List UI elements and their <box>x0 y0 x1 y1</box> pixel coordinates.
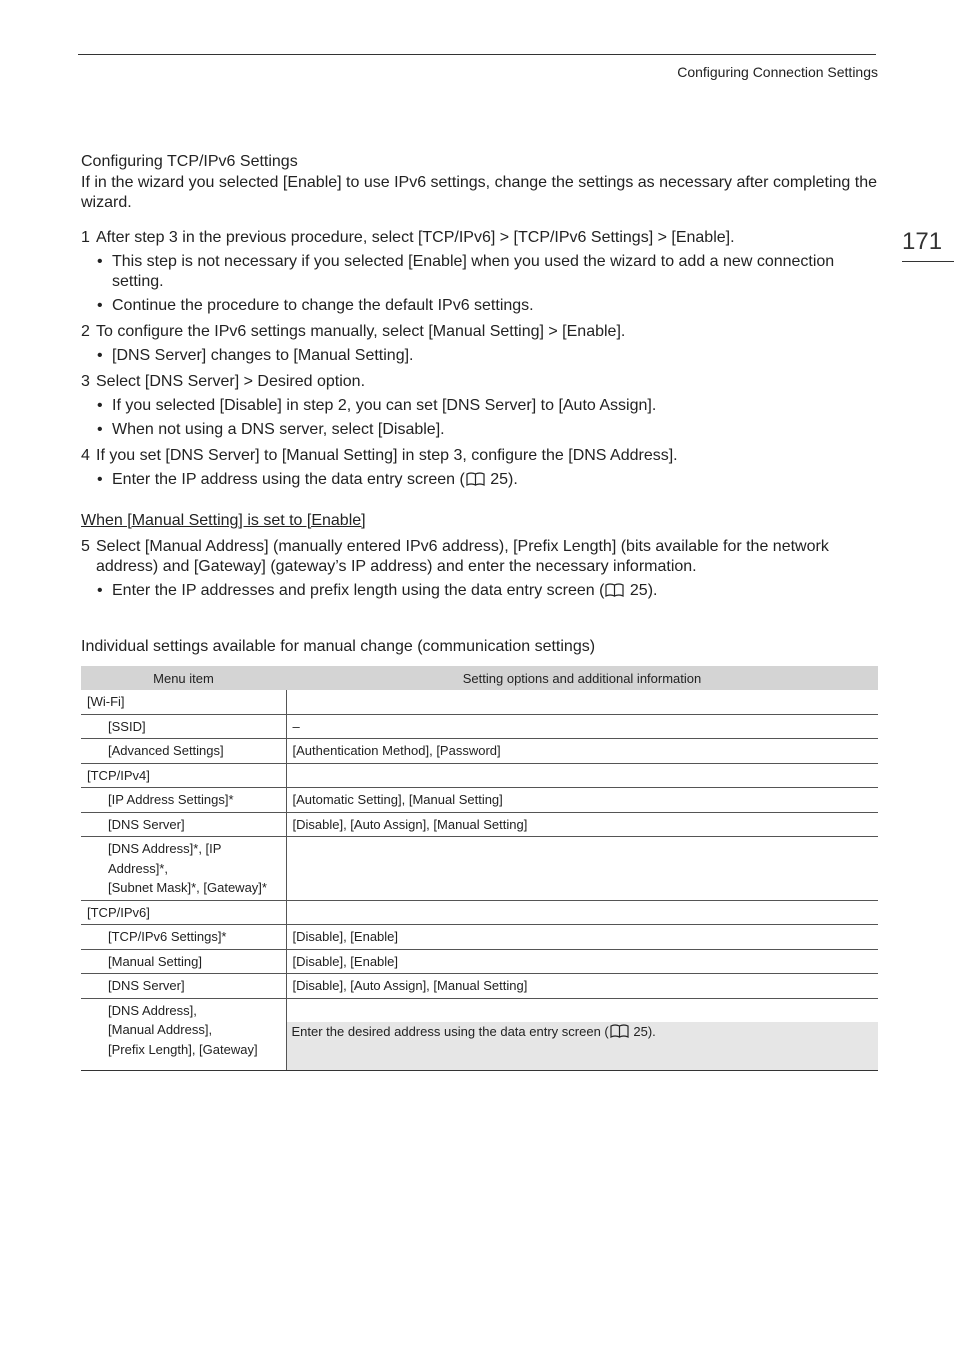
bullet-dot: • <box>97 347 103 364</box>
setting-text: [Disable], [Auto Assign], [Manual Setting] <box>292 816 528 832</box>
column-header-setting-options: Setting options and additional information <box>286 666 878 690</box>
menu-item-cell <box>81 788 286 813</box>
section-title: Configuring TCP/IPv6 Settings <box>81 153 298 170</box>
bullet-dot: • <box>97 421 103 438</box>
setting-cell <box>286 837 878 901</box>
step-number: 4 <box>81 447 90 464</box>
page-number-rule <box>902 261 954 262</box>
bullet-text-before: Enter the IP addresses and prefix length using the data entry screen ( <box>112 582 605 599</box>
setting-text <box>287 901 879 905</box>
menu-item-cell <box>81 690 286 714</box>
setting-text: – <box>292 718 300 734</box>
menu-item-cell <box>81 900 286 925</box>
menu-item-text: [TCP/IPv6] <box>87 904 150 920</box>
menu-item-text <box>81 837 286 900</box>
note-text-after: 25). <box>629 1023 656 1039</box>
table-row <box>81 900 878 925</box>
menu-item-text: [TCP/IPv4] <box>87 767 150 783</box>
table-row <box>81 788 878 813</box>
menu-item-text <box>81 999 286 1062</box>
table-row <box>81 812 878 837</box>
setting-cell <box>286 974 878 999</box>
step-number: 5 <box>81 538 90 555</box>
bullet-text <box>112 470 852 490</box>
menu-item-text: [Manual Setting] <box>108 953 202 969</box>
setting-text: [Authentication Method], [Password] <box>292 743 501 758</box>
step-text: Select [Manual Address] (manually entered IPv6 address), [Prefix Length] (bits available for the network address) and [Gateway] (gateway’s IP address) and enter the necessary information. <box>96 538 829 575</box>
setting-cell <box>286 690 878 714</box>
menu-item-text: [IP Address Settings]* <box>108 792 234 807</box>
table-row <box>81 974 878 999</box>
table-title: Individual settings available for manual change (communication settings) <box>81 638 596 655</box>
step-text: If you set [DNS Server] to [Manual Setting] in step 3, configure the [DNS Address]. <box>96 447 678 464</box>
setting-cell <box>286 949 878 974</box>
bullet-dot: • <box>97 397 103 414</box>
step-number: 2 <box>81 323 90 340</box>
menu-item-text: [TCP/IPv6 Settings]* <box>108 929 227 944</box>
menu-item-line: [Prefix Length], [Gateway] <box>108 1041 258 1057</box>
table-row <box>81 739 878 764</box>
menu-item-cell <box>81 837 286 901</box>
bullet-dot: • <box>97 253 103 270</box>
setting-text: [Disable], [Auto Assign], [Manual Setting] <box>292 978 528 993</box>
setting-cell <box>286 998 878 1070</box>
menu-item-text: [Wi-Fi] <box>87 694 125 709</box>
setting-text <box>287 837 879 841</box>
book-icon <box>605 583 624 597</box>
bullet-text-before: Enter the IP address using the data entry screen ( <box>112 471 465 488</box>
section-intro: If in the wizard you selected [Enable] to use IPv6 settings, change the settings as necessary after completing the wizard. <box>81 174 878 211</box>
book-icon <box>466 472 485 486</box>
setting-cell <box>286 900 878 925</box>
bullet-text: [DNS Server] changes to [Manual Setting]. <box>112 347 414 364</box>
bullet-text: When not using a DNS server, select [Disable]. <box>112 421 445 438</box>
setting-text: [Disable], [Enable] <box>292 929 399 944</box>
table-row <box>81 949 878 974</box>
note-text-before: Enter the desired address using the data entry screen ( <box>291 1023 609 1039</box>
menu-item-line: [Subnet Mask]*, [Gateway]* <box>108 880 267 895</box>
step-text: Select [DNS Server] > Desired option. <box>96 373 366 390</box>
page-number: 171 <box>902 228 943 255</box>
bullet-text-after: 25). <box>485 471 518 488</box>
menu-item-text: [DNS Server] <box>108 816 185 832</box>
menu-item-cell <box>81 763 286 788</box>
table-row <box>81 714 878 739</box>
settings-table <box>81 666 878 1071</box>
column-header-menu-item: Menu item <box>81 666 286 690</box>
step-number: 1 <box>81 229 90 246</box>
setting-cell <box>286 763 878 788</box>
menu-item-line: [DNS Address], <box>108 1002 197 1018</box>
menu-item-text: [SSID] <box>108 718 146 734</box>
bullet-text: Continue the procedure to change the default IPv6 settings. <box>112 297 534 314</box>
subsection-title: When [Manual Setting] is set to [Enable] <box>81 512 366 529</box>
table-row <box>81 925 878 950</box>
setting-note <box>287 1022 879 1070</box>
table-row <box>81 837 878 901</box>
setting-cell <box>286 925 878 950</box>
table-row <box>81 763 878 788</box>
running-head: Configuring Connection Settings <box>677 64 878 80</box>
menu-item-cell <box>81 739 286 764</box>
step-text: After step 3 in the previous procedure, select [TCP/IPv6] > [TCP/IPv6 Settings] > [Enable]. <box>96 229 735 246</box>
header-rule <box>78 54 876 55</box>
setting-text: [Automatic Setting], [Manual Setting] <box>292 792 503 807</box>
table-row <box>81 690 878 714</box>
bullet-text: This step is not necessary if you selected [Enable] when you used the wizard to add a new connection setting. <box>112 253 835 290</box>
menu-item-text: [DNS Server] <box>108 978 185 993</box>
bullet-text <box>112 581 852 601</box>
bullet-dot: • <box>97 297 103 314</box>
setting-text <box>287 690 879 694</box>
setting-cell <box>286 739 878 764</box>
table-header-row <box>81 666 878 690</box>
step-number: 3 <box>81 373 90 390</box>
bullet-dot: • <box>97 582 103 599</box>
menu-item-cell <box>81 714 286 739</box>
setting-cell <box>286 788 878 813</box>
menu-item-cell <box>81 998 286 1070</box>
menu-item-cell <box>81 974 286 999</box>
setting-cell <box>286 812 878 837</box>
setting-text <box>287 764 879 768</box>
menu-item-cell <box>81 812 286 837</box>
book-icon <box>610 1024 629 1038</box>
bullet-text: If you selected [Disable] in step 2, you can set [DNS Server] to [Auto Assign]. <box>112 397 657 414</box>
menu-item-cell <box>81 925 286 950</box>
setting-cell <box>286 714 878 739</box>
menu-item-line: [DNS Address]*, [IP Address]*, <box>108 841 222 876</box>
setting-text: [Disable], [Enable] <box>292 953 399 969</box>
bullet-text-after: 25). <box>625 582 658 599</box>
step-text: To configure the IPv6 settings manually, select [Manual Setting] > [Enable]. <box>96 323 626 340</box>
bullet-dot: • <box>97 471 103 488</box>
menu-item-text: [Advanced Settings] <box>108 743 224 758</box>
menu-item-line: [Manual Address], <box>108 1022 213 1037</box>
menu-item-cell <box>81 949 286 974</box>
table-row <box>81 998 878 1070</box>
